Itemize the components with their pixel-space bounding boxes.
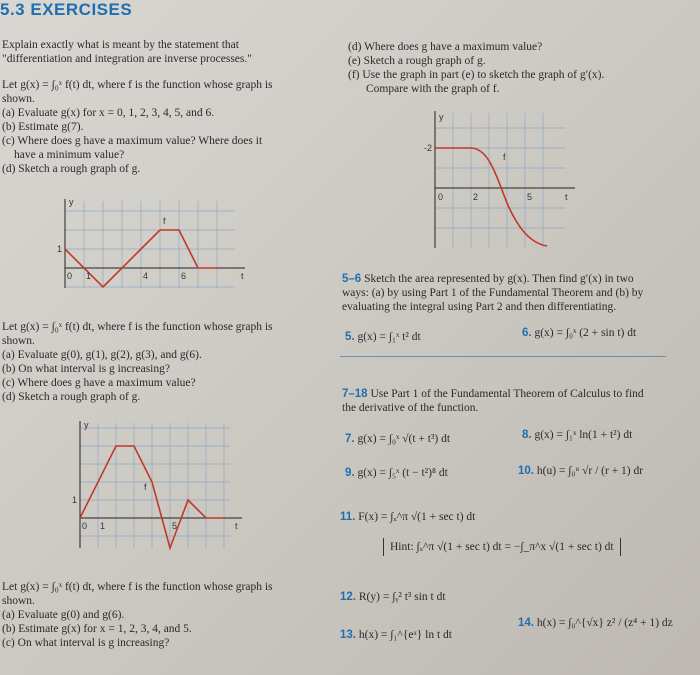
exercise-3-intro-cont: shown.	[2, 335, 35, 347]
problem-11-number: 11.	[340, 511, 356, 523]
problem-8-expr: g(x) = ∫₁ˣ ln(1 + t²) dt	[534, 429, 633, 441]
problem-6-number: 6.	[522, 327, 532, 339]
problem-13-number: 13.	[340, 629, 356, 641]
x-tick-6: 6	[181, 271, 187, 281]
problem-6	[522, 326, 636, 340]
problem-13-expr: h(x) = ∫₁^{eˣ} ln t dt	[358, 629, 453, 641]
exercise-4-part-b: (b) Estimate g(x) for x = 1, 2, 3, 4, and 5.	[2, 623, 192, 635]
exercise-3-part-d: (d) Sketch a rough graph of g.	[2, 391, 141, 403]
problem-12-expr: R(y) = ∫ᵧ² t³ sin t dt	[358, 591, 446, 603]
x-axis-label: t	[241, 271, 244, 281]
problem-13	[340, 628, 452, 642]
right-part-f: (f) Use the graph in part (e) to sketch the graph of g′(x).	[348, 69, 605, 81]
x-axis-label: t	[235, 521, 238, 531]
section-header	[0, 0, 132, 20]
f-label: f	[144, 482, 147, 492]
exercise-2-part-c: (c) Where does g have a maximum value? Where does it	[2, 135, 263, 147]
ex56-line-2: ways: (a) by using Part 1 of the Fundamental Theorem and (b) by	[342, 287, 644, 299]
problem-7-number: 7.	[345, 433, 355, 445]
ex718-text-1: Use Part 1 of the Fundamental Theorem of Calculus to find	[370, 388, 644, 400]
f-label: f	[163, 216, 166, 226]
problem-5	[345, 330, 421, 344]
problem-12-number: 12.	[340, 591, 356, 603]
y-axis-label: y	[84, 420, 89, 430]
problem-10	[518, 464, 643, 478]
x-tick-0: 0	[438, 192, 444, 202]
exercise-4-intro: Let g(x) = ∫₀ˣ f(t) dt, where f is the function whose graph is	[2, 581, 273, 593]
exercise-3-part-a: (a) Evaluate g(0), g(1), g(2), g(3), and g(6).	[2, 349, 202, 361]
x-tick-5: 5	[527, 192, 533, 202]
problem-11-expr: F(x) = ∫ₓ^π √(1 + sec t) dt	[358, 511, 476, 523]
y-axis-label: y	[439, 112, 444, 122]
exercise-3-part-c: (c) Where does g have a maximum value?	[2, 377, 196, 389]
ex718-line-1	[342, 387, 644, 401]
x-tick-0: 0	[82, 521, 88, 531]
exercise-2-intro-cont: shown.	[2, 93, 35, 105]
exercise-2-part-b: (b) Estimate g(7).	[2, 121, 84, 133]
problem-14-expr: h(x) = ∫₀^{√x} z² / (z⁴ + 1) dz	[536, 617, 673, 629]
y-tick-neg-2: -2	[424, 143, 433, 153]
exercise-1-line-1: Explain exactly what is meant by the statement that	[2, 39, 239, 51]
exercise-3-part-b: (b) On what interval is g increasing?	[2, 363, 170, 375]
x-tick-4: 4	[143, 271, 149, 281]
problem-11-hint: Hint: ∫ₓ^π √(1 + sec t) dt = −∫_π^x √(1 + sec t) dt	[383, 538, 621, 556]
exercise-2-part-a: (a) Evaluate g(x) for x = 0, 1, 2, 3, 4, 5, and 6.	[2, 107, 215, 119]
y-tick-1: 1	[57, 244, 63, 254]
ex56-line-1	[342, 272, 634, 286]
exercise-2-graph	[55, 196, 255, 306]
x-tick-0: 0	[67, 271, 73, 281]
exercise-2-part-d: (d) Sketch a rough graph of g.	[2, 163, 141, 175]
exercise-2-intro: Let g(x) = ∫₀ˣ f(t) dt, where f is the function whose graph is	[2, 79, 273, 91]
right-graph	[425, 108, 585, 258]
exercise-4-part-c: (c) On what interval is g increasing?	[2, 637, 170, 649]
problem-8-number: 8.	[522, 429, 532, 441]
ex718-line-2: the derivative of the function.	[342, 402, 479, 414]
problem-10-number: 10.	[518, 465, 534, 477]
x-tick-2: 2	[473, 192, 479, 202]
problem-10-expr: h(u) = ∫₀ᵘ √r / (r + 1) dr	[536, 465, 644, 477]
divider	[340, 356, 666, 357]
problem-14-number: 14.	[518, 617, 534, 629]
problem-8	[522, 428, 632, 442]
problem-7-expr: g(x) = ∫₀ˣ √(t + t³) dt	[357, 433, 451, 445]
problem-14	[518, 616, 673, 630]
problem-5-number: 5.	[345, 331, 355, 343]
problem-12	[340, 590, 446, 604]
problem-9-number: 9.	[345, 467, 355, 479]
right-part-d: (d) Where does g have a maximum value?	[348, 41, 543, 53]
right-part-f-cont: Compare with the graph of f.	[366, 83, 500, 95]
section-title: EXERCISES	[30, 0, 133, 19]
x-tick-1: 1	[100, 521, 106, 531]
problem-7	[345, 432, 450, 446]
ex718-number: 7–18	[342, 388, 368, 400]
ex56-text-1: Sketch the area represented by g(x). Then find g′(x) in two	[364, 273, 634, 285]
problem-5-expr: g(x) = ∫₁ˣ t² dt	[357, 331, 421, 343]
exercise-4-intro-cont: shown.	[2, 595, 35, 607]
exercise-1-line-2: "differentiation and integration are inverse processes."	[2, 53, 252, 65]
right-part-e: (e) Sketch a rough graph of g.	[348, 55, 486, 67]
y-axis-label: y	[69, 197, 74, 207]
section-number: 5.3	[0, 0, 26, 19]
x-tick-1: 1	[86, 271, 92, 281]
ex56-number: 5–6	[342, 273, 362, 285]
x-axis-label: t	[565, 192, 568, 202]
problem-9-expr: g(x) = ∫₅ˣ (t − t²)⁸ dt	[357, 467, 448, 479]
exercise-4-part-a: (a) Evaluate g(0) and g(6).	[2, 609, 125, 621]
y-tick-1: 1	[72, 495, 78, 505]
ex56-line-3: evaluating the integral using Part 2 and then differentiating.	[342, 301, 617, 313]
exercise-3-intro: Let g(x) = ∫₀ˣ f(t) dt, where f is the function whose graph is	[2, 321, 273, 333]
exercise-2-part-c-cont: have a minimum value?	[14, 149, 125, 161]
f-label: f	[503, 152, 506, 162]
problem-11	[340, 510, 475, 524]
x-tick-5: 5	[172, 521, 178, 531]
exercise-3-graph	[70, 418, 250, 558]
problem-9	[345, 466, 448, 480]
problem-6-expr: g(x) = ∫₀ˣ (2 + sin t) dt	[534, 327, 637, 339]
